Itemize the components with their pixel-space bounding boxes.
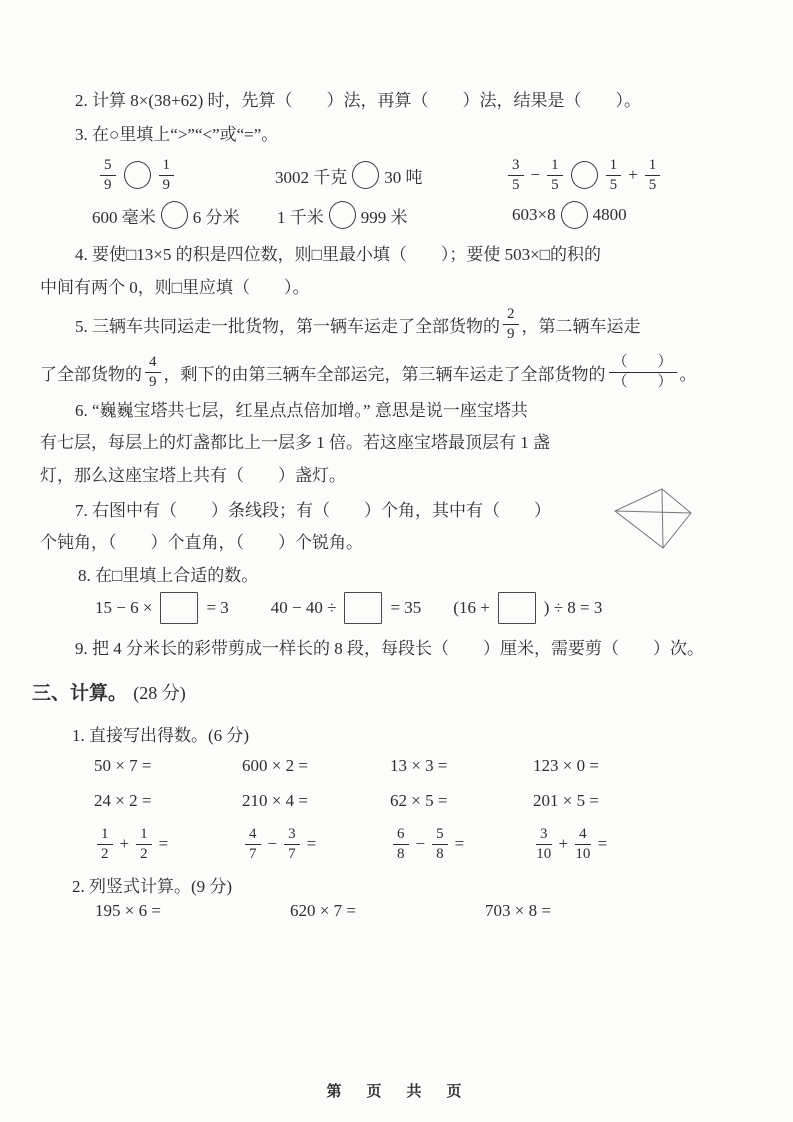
fraction: $\frac{4}{7}$: [245, 826, 261, 862]
question-2: [75, 86, 641, 111]
calc-expression: 123 × 0 =: [533, 756, 599, 775]
compare-left-value: 600 毫米: [92, 207, 156, 227]
compare-left-value: 603×8: [512, 205, 556, 224]
calc-row-3: [94, 820, 611, 868]
question-3-row-1: [97, 152, 663, 198]
equation-2: [271, 592, 422, 624]
answer-box: [344, 592, 382, 624]
fraction: $\frac{6}{8}$: [393, 826, 409, 862]
question-7-line-1: [75, 496, 551, 521]
equation-2-left: 40 − 40 ÷: [270, 598, 337, 617]
question-3-heading: [75, 120, 278, 145]
calc-expression: [242, 826, 390, 862]
calc-1-heading: [72, 721, 249, 746]
equation-2-right: = 35: [390, 598, 422, 617]
question-7-text-2: 个钝角，（ ）个直角，（ ）个锐角。: [40, 533, 363, 552]
compare-item-product: [512, 201, 627, 229]
question-9-text: 9. 把 4 分米长的彩带剪成一样长的 8 段，每段长（ ）厘米，需要剪（ ）次。: [75, 639, 704, 658]
question-7-text-1: 7. 右图中有（ ）条线段；有（ ）个角，其中有（ ）: [75, 501, 551, 520]
equals-sign: =: [306, 834, 317, 853]
fraction: $\frac{4}{10}$: [575, 826, 591, 862]
question-7-line-2: [40, 528, 363, 553]
operator: +: [119, 834, 130, 853]
equation-3-right: ) ÷ 8 = 3: [543, 598, 603, 617]
compare-item-kg-ton: [275, 161, 505, 189]
plus-operator: +: [628, 165, 638, 184]
comparison-circle: [571, 161, 598, 189]
calc-expression: 600 × 2 =: [242, 756, 308, 775]
question-2-text: 2. 计算 8×(38+62) 时，先算（ ）法，再算（ ）法，结果是（ ）。: [75, 91, 641, 110]
equation-1-right: = 3: [206, 598, 229, 617]
compare-right-value: 30 吨: [384, 167, 423, 187]
fraction: $\frac{5}{8}$: [432, 826, 448, 862]
fraction: $\frac{3}{7}$: [284, 826, 300, 862]
fraction: $\frac{1}{2}$: [97, 826, 113, 862]
question-4-text-2: 中间有两个 0，则□里应填（ ）。: [40, 278, 310, 297]
section-3-heading: [32, 678, 186, 705]
blank-fraction: $\frac{( )}{( )}$: [609, 354, 677, 390]
question-8-heading: [78, 561, 258, 586]
fraction: $\frac{1}{2}$: [136, 826, 152, 862]
comparison-circle: [161, 201, 188, 229]
question-5-text-5: 。: [679, 364, 697, 384]
question-6-line-2: [40, 428, 550, 453]
calc-expression: [94, 826, 242, 862]
calc-expression: 62 × 5 =: [390, 791, 448, 810]
calc-2-heading-text: 2. 列竖式计算。(9 分): [72, 877, 233, 896]
calc-1-heading-text: 1. 直接写出得数。(6 分): [72, 726, 250, 745]
page-footer: [0, 1080, 793, 1101]
question-8-heading-text: 8. 在□里填上合适的数。: [78, 566, 259, 585]
compare-right-value: 4800: [592, 205, 627, 224]
calc-expression: 195 × 6 =: [95, 901, 161, 920]
minus-operator: −: [530, 165, 541, 184]
question-5-text-1: 5. 三辆车共同运走一批货物，第一辆车运走了全部货物的: [75, 316, 500, 336]
equation-1-left: 15 − 6 ×: [95, 598, 153, 617]
vertical-calc-row: [95, 901, 551, 921]
equation-3: [453, 592, 602, 624]
operator: −: [415, 834, 426, 853]
compare-item-fractions-ninths: [97, 157, 275, 193]
compare-left-value: 1 千米: [277, 207, 324, 227]
question-6-text-3: 灯，那么这座宝塔上共有（ ）盏灯。: [40, 466, 346, 485]
calc-expression: [533, 826, 611, 862]
comparison-circle: [352, 161, 379, 189]
section-3-points: (28 分): [133, 683, 186, 703]
section-3-title: 三、计算。: [32, 683, 128, 704]
operator: +: [558, 834, 569, 853]
fraction: $\frac{1}{5}$: [547, 157, 563, 193]
question-4-text-1: 4. 要使□13×5 的积是四位数，则□里最小填（ ）；要使 503×□的积的: [75, 245, 601, 264]
compare-item-km-m: [277, 201, 512, 229]
fraction: $\frac{2}{9}$: [503, 306, 519, 342]
calc-expression: 703 × 8 =: [485, 901, 551, 920]
question-3-row-2: [92, 198, 627, 232]
equals-sign: =: [597, 834, 608, 853]
equation-1: [95, 592, 229, 624]
calc-row-1: [94, 756, 599, 776]
calc-expression: 210 × 4 =: [242, 791, 308, 810]
page-footer-text: 第 页 共 页: [326, 1083, 467, 1100]
answer-box: [160, 592, 198, 624]
compare-item-mm-dm: [92, 201, 277, 229]
calc-expression: [390, 826, 533, 862]
compare-right-value: 6 分米: [192, 207, 240, 227]
comparison-circle: [124, 161, 151, 189]
calc-expression: 620 × 7 =: [290, 901, 356, 920]
question-3-heading-text: 3. 在○里填上“>”“<”或“=”。: [75, 125, 279, 144]
question-6-text-1: 6. “巍巍宝塔共七层，红星点点倍加增。” 意思是说一座宝塔共: [75, 401, 528, 420]
compare-left-value: 3002 千克: [275, 167, 348, 187]
question-5-line-2: [40, 348, 697, 396]
question-4-line-1: [75, 240, 601, 265]
question-8-equations: [95, 588, 602, 628]
question-5-text-4: ，剩下的由第三辆车全部运完，第三辆车运走了全部货物的: [163, 364, 606, 384]
equals-sign: =: [454, 834, 465, 853]
calc-2-heading: [72, 872, 232, 897]
calc-expression: 201 × 5 =: [533, 791, 599, 810]
question-6-text-2: 有七层，每层上的灯盏都比上一层多 1 倍。若这座宝塔最顶层有 1 盏: [40, 433, 550, 452]
calc-expression: 13 × 3 =: [390, 756, 448, 775]
comparison-circle: [561, 201, 588, 229]
question-4-line-2: [40, 273, 310, 298]
comparison-circle: [329, 201, 356, 229]
fraction: $\frac{1}{5}$: [606, 157, 622, 193]
equals-sign: =: [158, 834, 169, 853]
question-5-line-1: [75, 300, 641, 348]
fraction: $\frac{5}{9}$: [100, 157, 116, 193]
calc-row-2: [94, 791, 599, 811]
answer-box: [498, 592, 536, 624]
question-9: [75, 634, 704, 659]
fraction: $\frac{3}{10}$: [536, 826, 552, 862]
compare-item-fraction-expressions: [505, 157, 663, 193]
compare-right-value: 999 米: [360, 207, 408, 227]
fraction: $\frac{1}{9}$: [159, 157, 175, 193]
question-6-line-1: [75, 396, 528, 421]
question-5-text-3: 了全部货物的: [40, 364, 142, 384]
calc-expression: 50 × 7 =: [94, 756, 152, 775]
operator: −: [267, 834, 278, 853]
fraction: $\frac{3}{5}$: [508, 157, 524, 193]
calc-expression: 24 × 2 =: [94, 791, 152, 810]
kite-figure: [612, 484, 697, 552]
fraction: $\frac{4}{9}$: [145, 354, 161, 390]
question-6-line-3: [40, 461, 346, 486]
equation-3-left: (16 +: [453, 598, 490, 617]
fraction: $\frac{1}{5}$: [645, 157, 661, 193]
question-5-text-2: ，第二辆车运走: [521, 316, 641, 336]
